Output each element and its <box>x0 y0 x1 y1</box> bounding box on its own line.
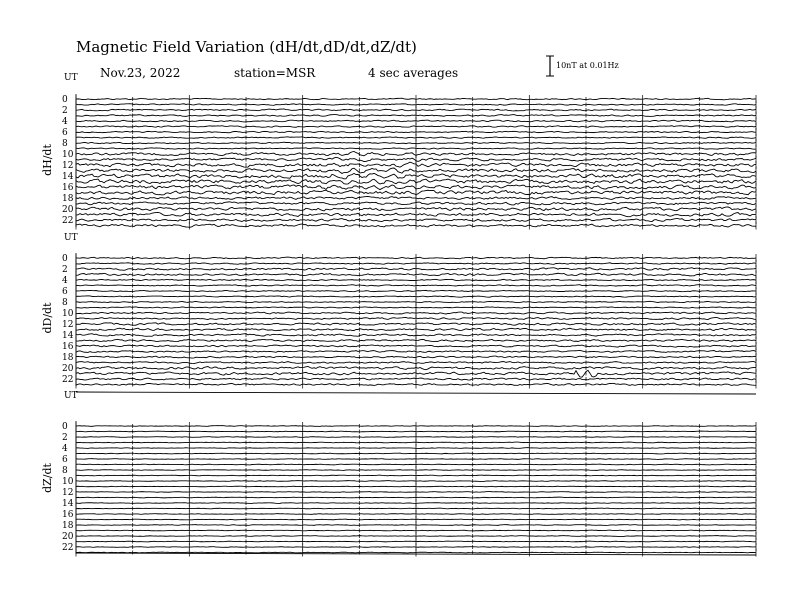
panel-ylabel: dZ/dt <box>41 463 54 493</box>
trace-line <box>76 481 756 482</box>
hour-label: 4 <box>62 276 68 286</box>
trace-line <box>76 486 756 487</box>
hour-label: 16 <box>62 183 74 193</box>
hour-label: 4 <box>62 444 68 454</box>
trace-line <box>76 426 756 427</box>
hour-label: 12 <box>62 320 74 330</box>
hour-label: 2 <box>62 106 68 116</box>
hour-label: 8 <box>62 298 68 308</box>
hour-label: 6 <box>62 128 68 138</box>
hour-label: 14 <box>62 172 74 182</box>
hour-label: 20 <box>62 364 74 374</box>
trace-line <box>76 431 756 432</box>
trace-line <box>76 514 756 515</box>
trace-line <box>76 541 756 542</box>
trace-line <box>76 470 756 471</box>
hour-label: 0 <box>62 422 68 432</box>
hour-label: 18 <box>62 194 74 204</box>
hour-label: 6 <box>62 455 68 465</box>
ut-label: UT <box>64 391 78 401</box>
chart-title: Magnetic Field Variation (dH/dt,dD/dt,dZ/dt) <box>76 38 417 56</box>
hour-label: 10 <box>62 309 74 319</box>
trace-line <box>76 475 756 476</box>
trace-line <box>76 547 756 548</box>
hour-label: 4 <box>62 117 68 127</box>
trace-line <box>76 497 756 498</box>
panel-ylabel: dD/dt <box>41 302 54 334</box>
hour-label: 10 <box>62 150 74 160</box>
trace-line <box>76 453 756 454</box>
hour-label: 14 <box>62 331 74 341</box>
hour-label: 6 <box>62 287 68 297</box>
hour-label: 22 <box>62 216 74 226</box>
ut-label: UT <box>64 73 78 83</box>
hour-label: 18 <box>62 353 74 363</box>
hour-label: 12 <box>62 161 74 171</box>
trace-line-extra <box>76 392 756 394</box>
hour-label: 2 <box>62 433 68 443</box>
averaging-label: 4 sec averages <box>368 66 459 80</box>
hour-label: 14 <box>62 499 74 509</box>
trace-line <box>76 519 756 520</box>
hour-label: 0 <box>62 95 68 105</box>
hour-label: 10 <box>62 477 74 487</box>
hour-label: 20 <box>62 205 74 215</box>
hour-label: 16 <box>62 510 74 520</box>
ut-label: UT <box>64 233 78 243</box>
hour-label: 12 <box>62 488 74 498</box>
station-label: station=MSR <box>234 66 316 80</box>
hour-label: 8 <box>62 139 68 149</box>
trace-line <box>76 525 756 526</box>
hour-label: 16 <box>62 342 74 352</box>
hour-label: 0 <box>62 254 68 264</box>
hour-label: 20 <box>62 532 74 542</box>
trace-line <box>76 464 756 465</box>
hour-label: 22 <box>62 543 74 553</box>
trace-line <box>76 508 756 509</box>
hour-label: 2 <box>62 265 68 275</box>
hour-label: 22 <box>62 375 74 385</box>
trace-line <box>76 552 756 553</box>
scale-bar-label: 10nT at 0.01Hz <box>556 61 619 70</box>
date-label: Nov.23, 2022 <box>100 66 181 80</box>
hour-label: 18 <box>62 521 74 531</box>
panel-ylabel: dH/dt <box>41 144 54 176</box>
hour-label: 8 <box>62 466 68 476</box>
trace-line <box>76 492 756 493</box>
